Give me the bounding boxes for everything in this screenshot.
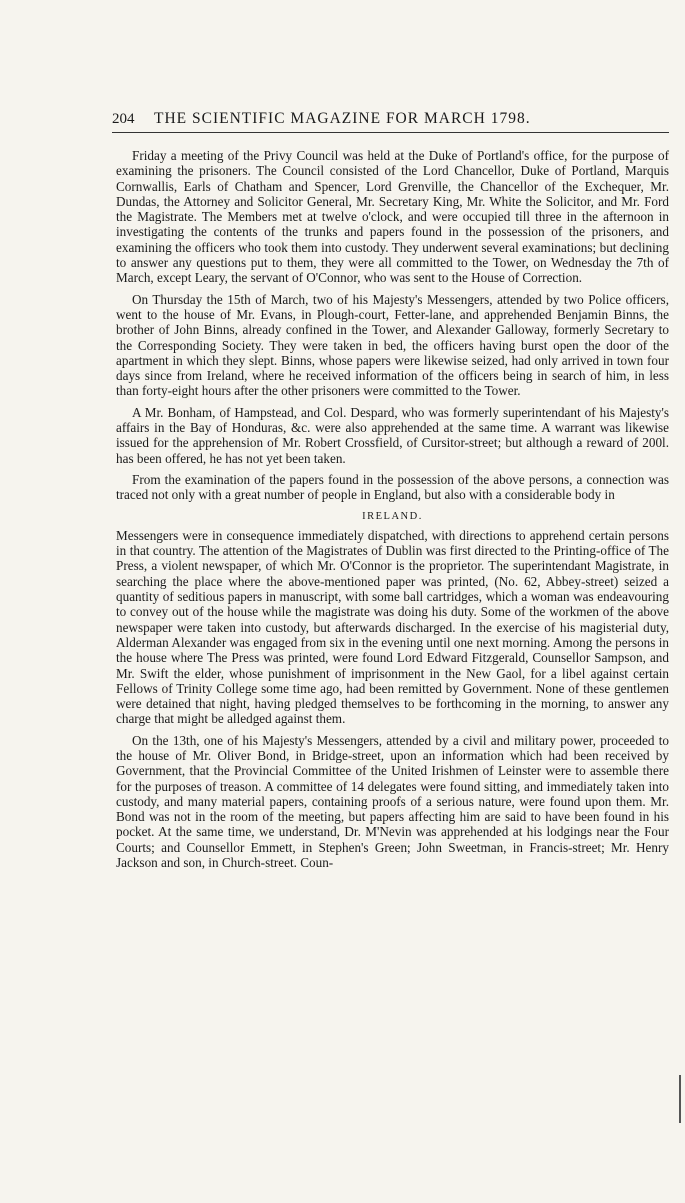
page-edge-mark — [679, 1075, 681, 1123]
running-title: THE SCIENTIFIC MAGAZINE FOR MARCH 1798. — [154, 110, 531, 127]
paragraph: Messengers were in consequence immediately dispatched, with directions to apprehend certain persons in that country. The attention of the Magistrates of Dublin was first directed to the Printing-office of The Press, a violent newspaper, of which Mr. O'Connor is the proprietor. The superintendant Magistrate, in searching the place where the above-mentioned paper was printed, (No. 62, Abbey-street) seized a quantity of seditious papers in manuscript, with some ball cartridges, which a woman was endeavouring to convey out of the house while the magistrate was doing his duty. Some of the workmen of the above newspaper were taken into custody, but afterwards discharged. In the exercise of his magisterial duty, Alderman Alexander was engaged from six in the evening until one next morning. Among the persons in the house where The Press was printed, were found Lord Edward Fitzgerald, Counsellor Sampson, and Mr. Swift the elder, whose punishment of imprisonment in the New Gaol, for a libel against certain Fellows of Trinity College some time ago, had been remitted by Government. None of these gentlemen were detained that night, having pledged themselves to be forthcoming in the morning, to answer any charge that might be alledged against them. — [116, 527, 669, 727]
paragraph: From the examination of the papers found in the possession of the above persons, a connection was traced not only with a great number of people in England, but also with a considerable body in — [116, 471, 669, 503]
paragraph: A Mr. Bonham, of Hampstead, and Col. Despard, who was formerly superintendant of his Majesty's affairs in the Bay of Honduras, &c. were also apprehended at the same time. A warrant was likewise issued for the apprehension of Mr. Robert Crossfield, of Cursitor-street; but although a reward of 200l. has been offered, he has not yet been taken. — [116, 404, 669, 466]
paragraph: On Thursday the 15th of March, two of his Majesty's Messengers, attended by two Police officers, went to the house of Mr. Evans, in Plough-court, Fetter-lane, and apprehended Benjamin Binns, the brother of John Binns, already confined in the Tower, and Alexander Galloway, formerly Secretary to the Corresponding Society. They were taken in bed, the officers having burst open the door of the apartment in which they slept. Binns, whose papers were likewise seized, had only arrived in town four days since from Ireland, where he received information of the officers being in search of him, in less than forty-eight hours after the other prisoners were committed to the Tower. — [116, 291, 669, 399]
section-heading: IRELAND. — [362, 510, 423, 522]
header-rule — [112, 132, 669, 133]
page-header — [112, 110, 672, 128]
article-body — [116, 148, 669, 876]
paragraph: Friday a meeting of the Privy Council was held at the Duke of Portland's office, for the purpose of examining the prisoners. The Council consisted of the Lord Chancellor, Duke of Portland, Marquis Cornwallis, Earls of Chatham and Spencer, Lord Grenville, the Chancellor of the Exchequer, Mr. Dundas, the Attorney and Solicitor General, Mr. Secretary King, Mr. White the Solicitor, and Mr. Ford the Magistrate. The Members met at twelve o'clock, and were occupied till three in the afternoon in investigating the contents of the trunks and papers found in the possession of the prisoners, and examining the officers who took them into custody. They underwent several examinations; but declining to answer any questions put to them, they were all committed to the Tower, on Wednesday the 7th of March, except Leary, the servant of O'Connor, who was sent to the House of Correction. — [116, 148, 669, 286]
page-number: 204 — [112, 111, 135, 127]
paragraph: On the 13th, one of his Majesty's Messengers, attended by a civil and military power, proceeded to the house of Mr. Oliver Bond, in Bridge-street, upon an information which had been received by Government, that the Provincial Committee of the United Irishmen of Leinster were to assemble there for the purposes of treason. A committee of 14 delegates were found sitting, and immediately taken into custody, and many material papers, containing proofs of a serious nature, were found upon them. Mr. Bond was not in the room of the meeting, but papers affecting him are said to have been found in his pocket. At the same time, we understand, Dr. M'Nevin was apprehended at his lodgings near the Four Courts; and Counsellor Emmett, in Stephen's Green; John Sweetman, in Francis-street; Mr. Henry Jackson and son, in Church-street. Coun- — [116, 732, 669, 871]
